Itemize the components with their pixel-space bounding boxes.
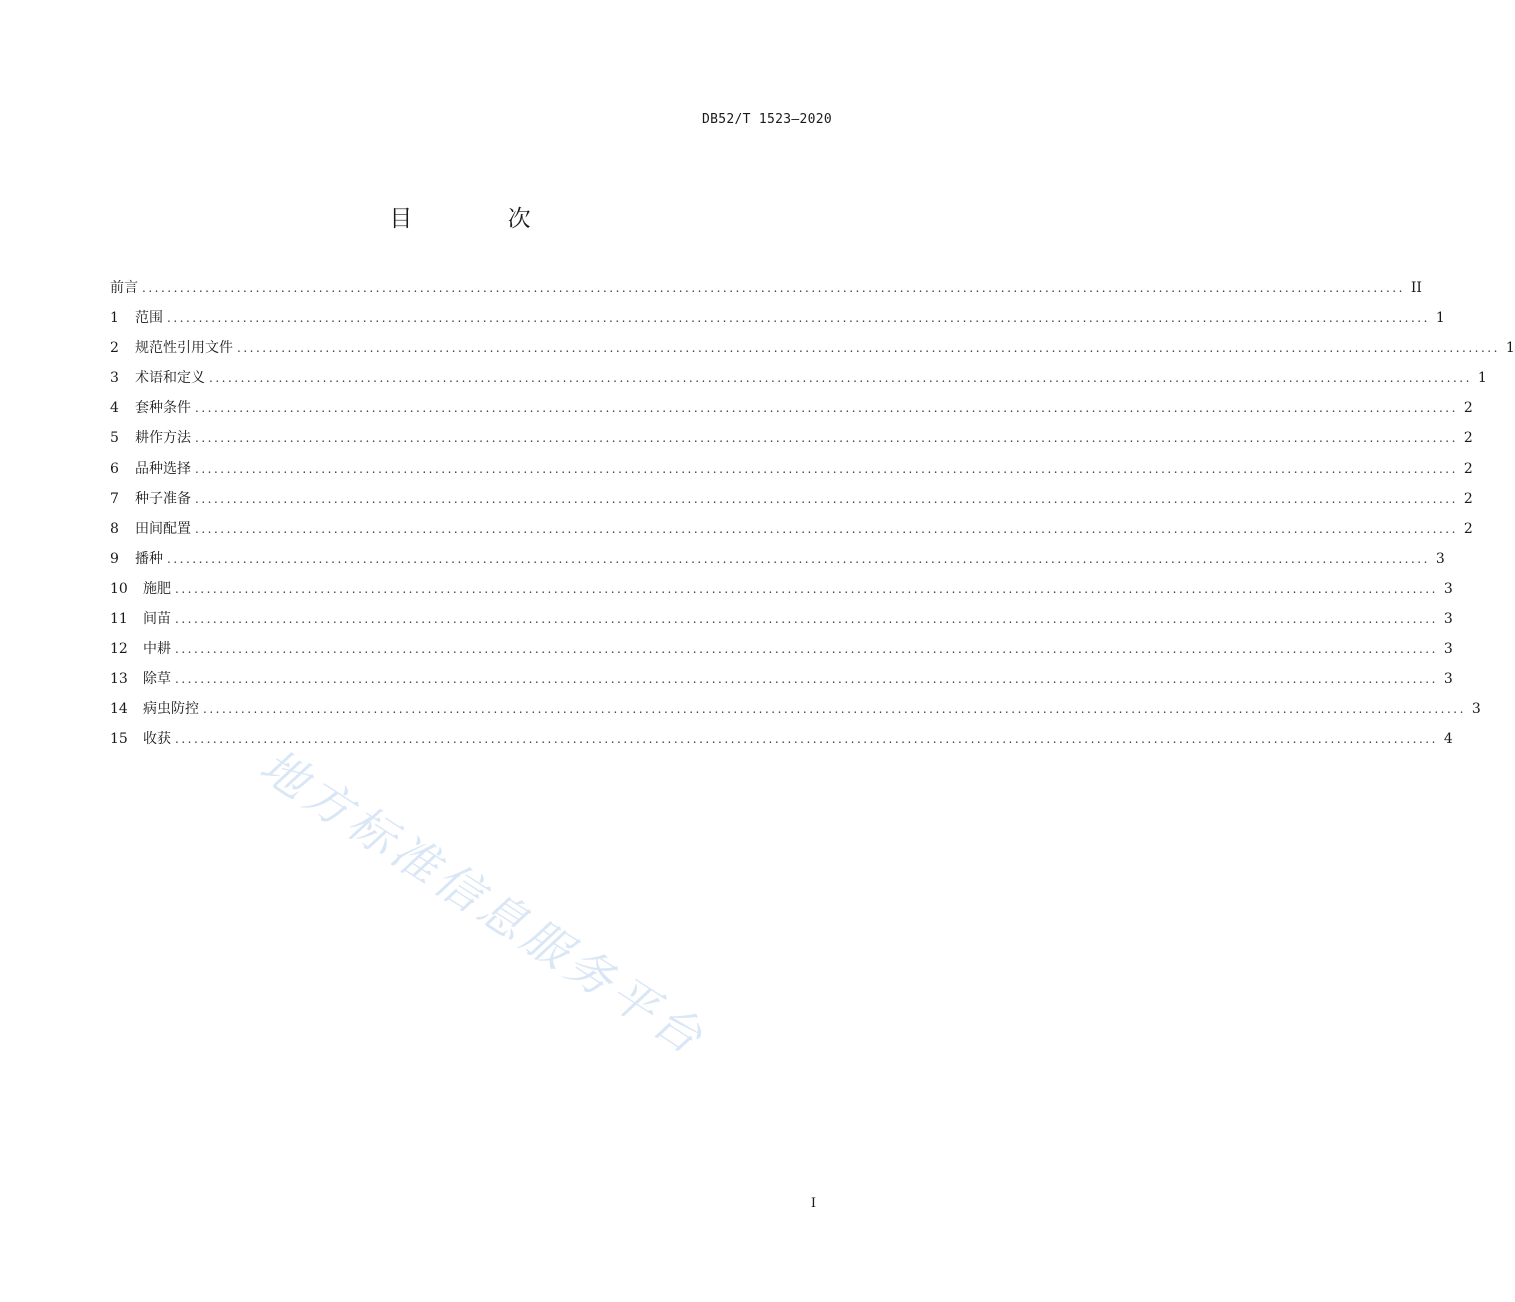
toc-leader-dots: ........................................................................................................................................................................................................ <box>237 341 1500 356</box>
toc-entry-page: 2 <box>1463 520 1473 537</box>
toc-title: 目 次 <box>389 206 575 232</box>
toc-leader-dots: ........................................................................................................................................................................................................ <box>209 371 1472 386</box>
toc-entry-5[interactable] <box>110 428 1473 458</box>
toc-leader-dots: ........................................................................................................................................................................................................ <box>167 551 1430 566</box>
toc-entry-page: 2 <box>1463 430 1473 447</box>
toc-entry-label: 品种选择 <box>135 460 191 477</box>
toc-entry-page: II <box>1410 280 1422 296</box>
toc-entry-number: 3 <box>110 370 119 387</box>
toc-entry-number: 11 <box>110 611 128 628</box>
watermark: 地方标准信息服务平台 <box>250 738 717 1067</box>
toc-entry-13[interactable] <box>110 669 1453 699</box>
toc-entry-9[interactable] <box>110 549 1445 579</box>
toc-entry-page: 3 <box>1435 550 1445 567</box>
toc-entry-12[interactable] <box>110 639 1453 669</box>
toc-entry-page: 1 <box>1477 370 1487 387</box>
toc-entry-label: 除草 <box>143 671 171 688</box>
toc-leader-dots: ........................................................................................................................................................................................................ <box>195 431 1458 446</box>
toc-leader-dots: ........................................................................................................................................................................................................ <box>175 581 1438 596</box>
toc-entry-label: 种子准备 <box>135 490 191 507</box>
toc-entry-4[interactable] <box>110 398 1473 428</box>
toc-entry-page: 2 <box>1463 400 1473 417</box>
toc-leader-dots: ........................................................................................................................................................................................................ <box>195 491 1458 506</box>
toc-entry-label: 规范性引用文件 <box>135 340 233 357</box>
toc-entry-14[interactable] <box>110 699 1481 729</box>
toc-entry-11[interactable] <box>110 609 1453 639</box>
toc-entry-page: 1 <box>1435 310 1445 327</box>
toc-entry-number: 9 <box>110 550 119 567</box>
toc-leader-dots: ........................................................................................................................................................................................................ <box>175 732 1438 747</box>
toc-entry-page: 2 <box>1463 460 1473 477</box>
toc-entry-page: 3 <box>1443 611 1453 628</box>
toc-entry-3[interactable] <box>110 368 1487 398</box>
toc-entry-page: 2 <box>1463 490 1473 507</box>
toc-entry-2[interactable] <box>110 338 1515 368</box>
toc-entry-number: 15 <box>110 731 128 748</box>
page-number: I <box>810 1196 816 1211</box>
toc-leader-dots: ........................................................................................................................................................................................................ <box>195 461 1458 476</box>
toc-entry-label: 施肥 <box>143 580 171 597</box>
toc-leader-dots: ........................................................................................................................................................................................................ <box>142 281 1405 295</box>
toc-leader-dots: ........................................................................................................................................................................................................ <box>175 672 1438 687</box>
toc-entry-page: 3 <box>1443 641 1453 658</box>
toc-entry-label: 病虫防控 <box>143 701 199 718</box>
toc-entry-number: 8 <box>110 520 119 537</box>
toc-entry-number: 12 <box>110 641 128 658</box>
toc-entry-page: 4 <box>1443 731 1453 748</box>
toc-leader-dots: ........................................................................................................................................................................................................ <box>175 612 1438 627</box>
toc-entry-page: 3 <box>1443 671 1453 688</box>
toc-leader-dots: ........................................................................................................................................................................................................ <box>203 702 1466 717</box>
toc-entry-number: 4 <box>110 400 119 417</box>
toc-entry-label: 套种条件 <box>135 400 191 417</box>
toc-entry-label: 田间配置 <box>135 520 191 537</box>
toc-entry-6[interactable] <box>110 459 1473 489</box>
toc-entry-label: 收获 <box>143 731 171 748</box>
toc-entry-number: 1 <box>110 310 119 327</box>
toc-entry-label: 术语和定义 <box>135 370 205 387</box>
standard-code: DB52/T 1523—2020 <box>701 112 832 127</box>
toc-leader-dots: ........................................................................................................................................................................................................ <box>175 642 1438 657</box>
toc-entry-7[interactable] <box>110 489 1473 519</box>
toc-entry-page: 3 <box>1443 580 1453 597</box>
toc-entry-number: 13 <box>110 671 128 688</box>
toc-leader-dots: ........................................................................................................................................................................................................ <box>167 311 1430 326</box>
toc-leader-dots: ........................................................................................................................................................................................................ <box>195 521 1458 536</box>
toc-leader-dots: ........................................................................................................................................................................................................ <box>195 401 1458 416</box>
toc-entry-label: 范围 <box>135 310 163 327</box>
toc-entry-label: 耕作方法 <box>135 430 191 447</box>
toc-entry-number: 5 <box>110 430 119 447</box>
toc-entry-number: 6 <box>110 460 119 477</box>
toc-entry-label: 前言 <box>110 280 138 296</box>
toc-entry-label: 中耕 <box>143 641 171 658</box>
toc-entry-label: 播种 <box>135 550 163 567</box>
toc-entry-8[interactable] <box>110 519 1473 549</box>
toc-entry-15[interactable] <box>110 729 1453 759</box>
toc-entry-preface[interactable] <box>110 278 1422 308</box>
toc-entry-1[interactable] <box>110 308 1445 338</box>
toc-entry-number: 2 <box>110 340 119 357</box>
toc-entry-number: 7 <box>110 490 119 507</box>
toc-entry-label: 间苗 <box>143 611 171 628</box>
toc-entry-10[interactable] <box>110 579 1453 609</box>
toc-entry-number: 10 <box>110 580 128 597</box>
toc-entry-page: 1 <box>1505 340 1515 357</box>
toc-entry-number: 14 <box>110 701 128 718</box>
toc-list <box>110 278 1515 760</box>
toc-entry-page: 3 <box>1471 701 1481 718</box>
